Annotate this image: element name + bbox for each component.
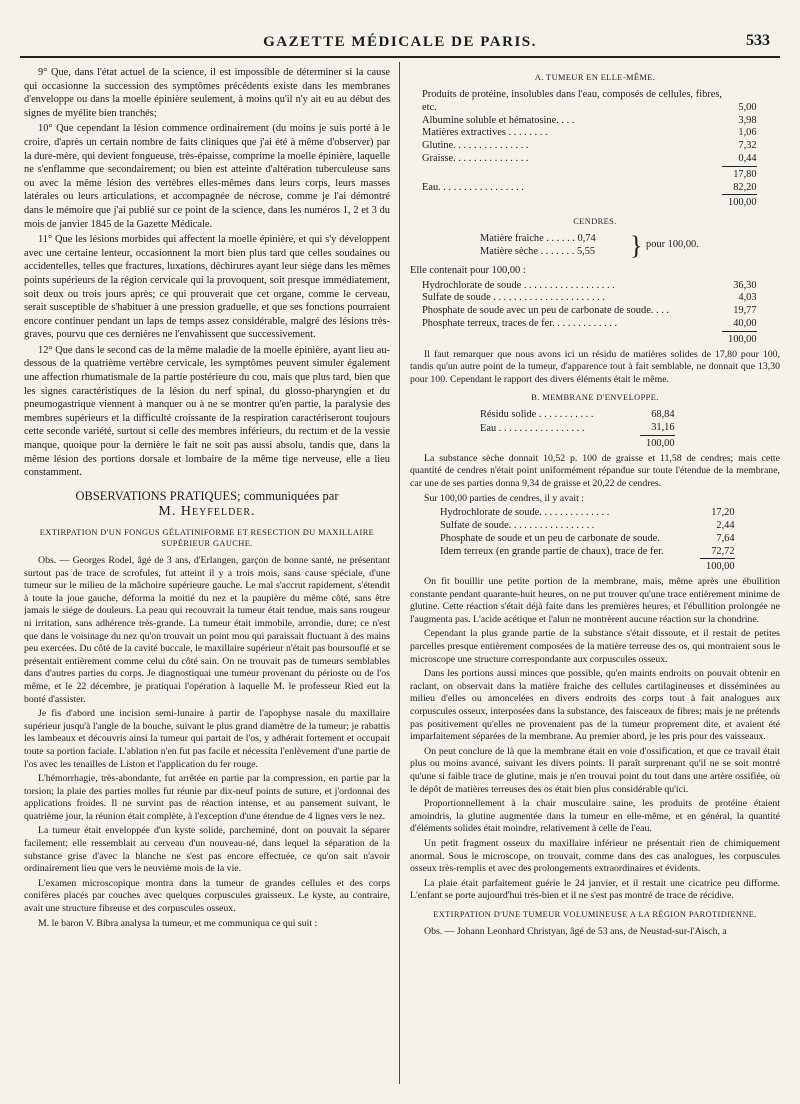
table-cell-name: Phosphate de soude avec un peu de carbonate de soude. . . . — [422, 305, 669, 317]
ashes-dry: Matière sèche . . . . . . . 5,55 — [480, 245, 596, 257]
left-column — [24, 66, 390, 1086]
ashes-title: CENDRES. — [573, 217, 617, 227]
table-cell-value: 40,00 — [733, 317, 757, 329]
subsection-title-2: EXTIRPATION D'UNE TUMEUR VOLUMINEUSE A LA RÉGION PAROTIDIENNE. — [433, 909, 757, 919]
table-cell-value: 17,20 — [711, 507, 735, 519]
table-cell-name: Eau. . . . . . . . . . . . . . . . . — [422, 182, 524, 194]
paragraph-dissolved: Cependant la plus grande partie de la substance s'était dissoute, et il restait de petites parcelles presque entièrement composées de la matière terreuse des os, qui montraient sous le microscope une structure correspondante aux corpuscules osseux. — [410, 628, 780, 665]
total-value: 100,00 — [722, 331, 757, 346]
ashes-contained: Elle contenait pour 100,00 : — [410, 264, 526, 276]
table-cell-name: Phosphate de soude et un peu de carbonate de soude. — [440, 532, 660, 544]
table-cell-value: 7,64 — [716, 532, 735, 544]
total-value: 100,00 — [722, 195, 757, 210]
table-row — [422, 318, 757, 331]
observation-paragraph: Je fis d'abord une incision semi-lunaire à partir de l'apophyse nasale du maxillaire supérieur jusqu'à l'angle de la bouche, suivant le plus grand diamètre de la tumeur; je rabattis les lambeaux et découvris ainsi la tumeur qui partait de l'os, y adhérait fortement et occupait toute sa portion faciale. L'ablation n'en fut pas facile et nécessita l'enlèvement d'une partie de l'os avec les tenailles de Liston et l'application du fer rouge. — [24, 708, 390, 770]
table-cell-name: Sulfate de soude. . . . . . . . . . . . . . . . . — [440, 519, 595, 531]
observation-start: Obs. — Johann Leonhard Christyan, âgé de 53 ans, de Neustad-sur-l'Aisch, a — [424, 925, 727, 937]
table-row — [480, 422, 675, 435]
table-row — [422, 195, 757, 210]
table-row — [422, 89, 757, 115]
paragraph-12: 12° Que dans le second cas de la même maladie de la moelle épinière, ayant lieu au-dessous de la quatrième vertèbre cervicale, les symptômes peuvent simuler également une affection rhumatismale de la partie postérieure du cou, mais que plus tard, bien que les signes caractéristiques de la lésion du nerf spinal, du glosso-pharyngien et du pneumogastrique viennent à manquer ou à ne se montrer qu'en partie, la paralysie des membres supérieurs et la difficulté croissante de la respiration caractériseront toujours cette seconde variété, surtout si celle des membres inférieurs, du rectum et de la vessie manque, quoique pour la dernière le fait ne soit pas aussi absolu, tandis que, dans la même lésion des portions dorsale et lombaire de la même tige nerveuse, elle a lieu constamment. — [24, 344, 390, 479]
table-cell-name: Matières extractives . . . . . . . . — [422, 127, 548, 139]
column-divider — [399, 62, 400, 1084]
paragraph-fragment: Un petit fragment osseux du maxillaire inférieur ne présentait rien de chimiquement anormal. Sous le microscope, on trouvait, comme dans des cas analogues, les corpuscules osseux très-remplis et avec des prolongements extraordinaires et évidents. — [410, 837, 780, 875]
observation-paragraph: L'examen microscopique montra dans la tumeur de grandes cellules et des corps conifères placés par couches avec quelques corpuscules graisseux. Le kyste, au contraire, avait une structure fibreuse et des corpuscules osseux. — [24, 877, 390, 915]
table-cell-name: Sulfate de soude . . . . . . . . . . . . . . . . . . . . . . — [422, 292, 605, 304]
journal-title: GAZETTE MÉDICALE DE PARIS. — [263, 34, 537, 50]
table-cell-value: 19,77 — [733, 305, 757, 317]
table-row — [422, 115, 757, 128]
table-cell-name: Hydrochlorate de soude . . . . . . . . . . . . . . . . . . — [422, 279, 615, 291]
paragraph-wound: La plaie était parfaitement guérie le 24 janvier, et il restait une cicatrice peu difforme. L'enfant se porte aujourd'hui très-bien et il ne s'est pas montré de trace de récidive. — [410, 877, 780, 902]
brace-glyph: } — [630, 231, 643, 261]
observation-paragraph: Obs. — Georges Rodel, âgé de 3 ans, d'Erlangen, garçon de bonne santé, ne présentant surtout pas de trace de scrofules, fut atteint il y a trois mois, sans cause spéciale, d'une tumeur sur le milieu de la mâchoire supérieure gauche. Le mal s'accrut rapidement, s'étendit à toute la joue gauche, déforma la moitié du nez et la paupière du même côté, sans être jamais le siége de douleurs. La peau qui recouvrait la tumeur était tendue, mais sans rougeur ni irritation, sans adhérence très-grande. La tumeur était immobile, arrondie, dure; ce n'est que dans le voisinage du nez qu'on trouvait un point mou qui paraissait fluctuant à des mains peu exercées. Du côté de la cavité buccale, le maxillaire supérieur n'était pas boursouflé et se présentait entièrement comme celui du côté sain. On ne trouvait pas de tumeurs semblables dans d'autres parties du corps. Je diagnostiquai une tumeur provenant du périoste ou de l'os même, et le 22 décembre, je pratiquai l'opération à laquelle M. le professeur Ried eut la bonté d'assister. — [24, 555, 390, 705]
table-cell-value: 0,44 — [738, 152, 757, 164]
table-cell-name: Hydrochlorate de soude. . . . . . . . . . . . . . — [440, 507, 610, 519]
paragraph-conclude: On peut conclure de là que la membrane était en voie d'ossification, et que ce travail était plus ou moins avancé, suivant les divers points. Il paraît surprenant qu'il ne se soit montré qu'une si faible trace de glutine, mais je n'en trouvai point du tout dans une artère ossifiée, où le dépôt de matières terreuses des os était bien plus considérable qu'ici. — [410, 745, 780, 795]
analysis-b-title: B. MEMBRANE D'ENVELOPPE. — [531, 393, 659, 403]
table-row — [422, 292, 757, 305]
table-cell-value: 2,44 — [716, 519, 735, 531]
paragraph-proportion: Proportionnellement à la chair musculaire saine, les produits de protéine étaient amoindris, la glutine augmentée dans la tumeur en elle-même, et en général, la quantité d'éléments solides était moindre, relativement à celle de l'eau. — [410, 798, 780, 835]
table-cell-value: 1,06 — [738, 127, 757, 139]
analysis-a-title: A. TUMEUR EN ELLE-MÊME. — [534, 73, 656, 82]
table-cell-value: 68,84 — [651, 409, 675, 421]
table-row — [422, 305, 757, 318]
paragraph-substance: La substance sèche donnait 10,52 p. 100 de graisse et 11,58 de cendres; mais cette quantité de cendres n'était point uniformément répandue sur toute l'étendue de la membrane, car une de ses parties donna 9,34 de graisse et 20,22 de cendres. — [410, 452, 780, 489]
observation-paragraph: L'hémorrhagie, très-abondante, fut arrêtée en partie par la compression, en partie par la torsion; la plaie des parties molles fut réunie par dix-neuf points de suture, et j'ordonnai des applications froides. Il ne survint pas de réaction intense, et au pansement suivant, le quatrième jour, la réunion était complète, à l'exception d'une étendue de 4 lignes vers le nez. — [24, 773, 390, 822]
paragraph-residue: Il faut remarquer que nous avons ici un résidu de matières solides de 17,80 pour 100, tandis qu'un autre point de la tumeur, d'apparence tout à fait semblable, ne donnait que 13,30 pour 100. Cependant le rapport des divers éléments était le même. — [410, 348, 780, 385]
table-cell-value: 3,98 — [738, 114, 757, 126]
table-cell-value: 72,72 — [711, 545, 735, 557]
membrane-table — [480, 409, 675, 450]
table-row — [440, 507, 735, 520]
table-cell-name: Eau . . . . . . . . . . . . . . . . . — [480, 422, 585, 434]
table-row — [422, 331, 757, 346]
table-row — [480, 435, 675, 450]
table-row — [440, 520, 735, 533]
table-cell-name: Résidu solide . . . . . . . . . . . — [480, 409, 594, 421]
observation-paragraph: La tumeur était enveloppée d'un kyste solide, parcheminé, dont on pouvait la séparer facilement; elle ressemblait au cerveau d'un nouveau-né, dans lequel la séparation de la substance grise d'avec la blanche ne s'est pas encore effectuée, ce qu'on sait n'avoir ordinairement lieu que vers le neuvième mois de la vie. — [24, 825, 390, 875]
table-row — [422, 127, 757, 140]
table-cell-value: 36,30 — [733, 279, 757, 291]
table-cell-value: 7,32 — [738, 140, 757, 152]
subtotal-value: 17,80 — [722, 166, 757, 181]
right-column — [410, 66, 780, 1086]
table-cell-name: Graisse. . . . . . . . . . . . . . . — [422, 153, 529, 165]
total-value: 100,00 — [700, 559, 735, 574]
ashes-pour: pour 100,00. — [646, 239, 699, 251]
table-row — [422, 140, 757, 153]
table-cell-name: Produits de protéine, insolubles dans l'eau, composés de cellules, fibres, etc. — [422, 89, 722, 113]
table-cell-name: Albumine soluble et hématosine. . . . — [422, 114, 575, 126]
paragraph-sur100: Sur 100,00 parties de cendres, il y avait : — [424, 492, 584, 504]
section-title: OBSERVATIONS PRATIQUES; communiquées par — [75, 488, 339, 503]
ashes-block — [480, 231, 780, 261]
table-row — [422, 182, 757, 195]
table-row — [440, 546, 735, 559]
page-number: 533 — [746, 32, 770, 49]
table-row — [440, 559, 735, 574]
table-row — [422, 153, 757, 166]
table-cell-value: 5,00 — [738, 101, 757, 113]
ash-composition-table — [422, 280, 757, 347]
table-cell-name: Idem terreux (en grande partie de chaux), trace de fer. — [440, 546, 664, 557]
paragraph-11: 11° Que les lésions morbides qui affectent la moelle épinière, et qui s'y développent avec une certaine lenteur, occasionnent la mort bien plus tard que celles soudaines ou accidentelles, telles que fractures, luxations, déchirures ayant leur siége dans les mêmes points supérieurs de la région cervicale qui la provoquent, soit presque immédiatement, soit deux ou trois jours après; ce qui prouverait que cet organe, comme le cerveau, serait susceptible de s'habituer à une pression graduelle, et que ses fonctions pourraient encore continuer pendant un laps de temps assez considérable, malgré des lésions très-graves, pourvu que ces dernières ne l'envahissent que successivement. — [24, 234, 390, 341]
table-cell-value: 4,03 — [738, 292, 757, 304]
paragraph-9: 9° Que, dans l'état actuel de la science, il est impossible de déterminer si la cause qui occasionne la succession des symptômes précédents existe dans les membranes d'enveloppe ou dans la moelle épinière seulement, à moins qu'il n'y ait eu au début des signes de myélite bien tranchés; — [24, 67, 390, 119]
total-value: 100,00 — [640, 435, 675, 450]
paragraph-boil: On fit bouillir une petite portion de la membrane, mais, même après une ébullition constante pendant quarante-huit heures, on ne put trouver qu'une trace entièrement minime de glutine. Cette réaction s'était déjà faite dans les premières heures, et l'ébullition prolongée ne l'augmenta pas. L'acide acétique et l'alun ne montrèrent aucune réaction sur la chondrine. — [410, 576, 780, 625]
observation-paragraph: M. le baron V. Bibra analysa la tumeur, et me communiqua ce qui suit : — [38, 917, 318, 929]
table-cell-name: Phosphate terreux, traces de fer. . . . . . . . . . . . . — [422, 318, 618, 330]
subsection-title: EXTIRPATION D'UN FONGUS GÉLATINIFORME ET RESECTION DU MAXILLAIRE SUPÉRIEUR GAUCHE. — [39, 528, 375, 548]
table-cell-value: 82,20 — [733, 181, 757, 193]
paragraph-thin: Dans les portions aussi minces que possible, qu'en maints endroits on pouvait obtenir en raclant, on observait dans la matière fraiche des cellules cartilagineuses et disséminées au milieu d'elles ou amoncelées en divers endroits des corps tout à fait analogues aux corpuscules osseux, interposées dans la substance, des faisceaux de fibres; mais je ne prétends pas positivement qu'elles ne provenaient pas de la tumeur proprement dite, et avaient été imparfaitement séparées de la membrane. Au premier abord, je les pris pour des vaisseaux. — [410, 668, 780, 743]
page-header — [20, 32, 780, 54]
paragraph-10: 10° Que cependant la lésion commence ordinairement (du moins je suis porté à le croire, d'après un certain nombre de faits cliniques que j'ai été à même d'observer) par la dure-mère, qui devient fongueuse, très-épaisse, comprime la moelle épinière, laquelle ne s'enflamme que secondairement; ou bien est atteinte d'altération tuberculeuse sans ou avec la même lésion des vertèbres elles-mêmes dans leurs corps, leurs masses latérales ou leurs articulations, et accompagnée de nécrose, comme je l'ai démontré dans le mémoire que j'ai publié sur ce point de la science, dans les numéros 1, 2 et 3 du mois de janvier 1845 de la Gazette Médicale. — [24, 123, 390, 230]
table-row — [422, 280, 757, 293]
tumor-composition-table — [422, 89, 757, 210]
table-row — [422, 166, 757, 181]
section-author: M. Heyfelder. — [158, 504, 256, 520]
table-row — [440, 533, 735, 546]
header-rule — [20, 56, 780, 58]
table-cell-value: 31,16 — [651, 422, 675, 434]
membrane-ash-table — [440, 507, 735, 574]
table-cell-name: Glutine. . . . . . . . . . . . . . . — [422, 140, 529, 152]
ashes-fresh: Matière fraiche . . . . . . 0,74 — [480, 233, 596, 245]
table-row — [480, 409, 675, 422]
